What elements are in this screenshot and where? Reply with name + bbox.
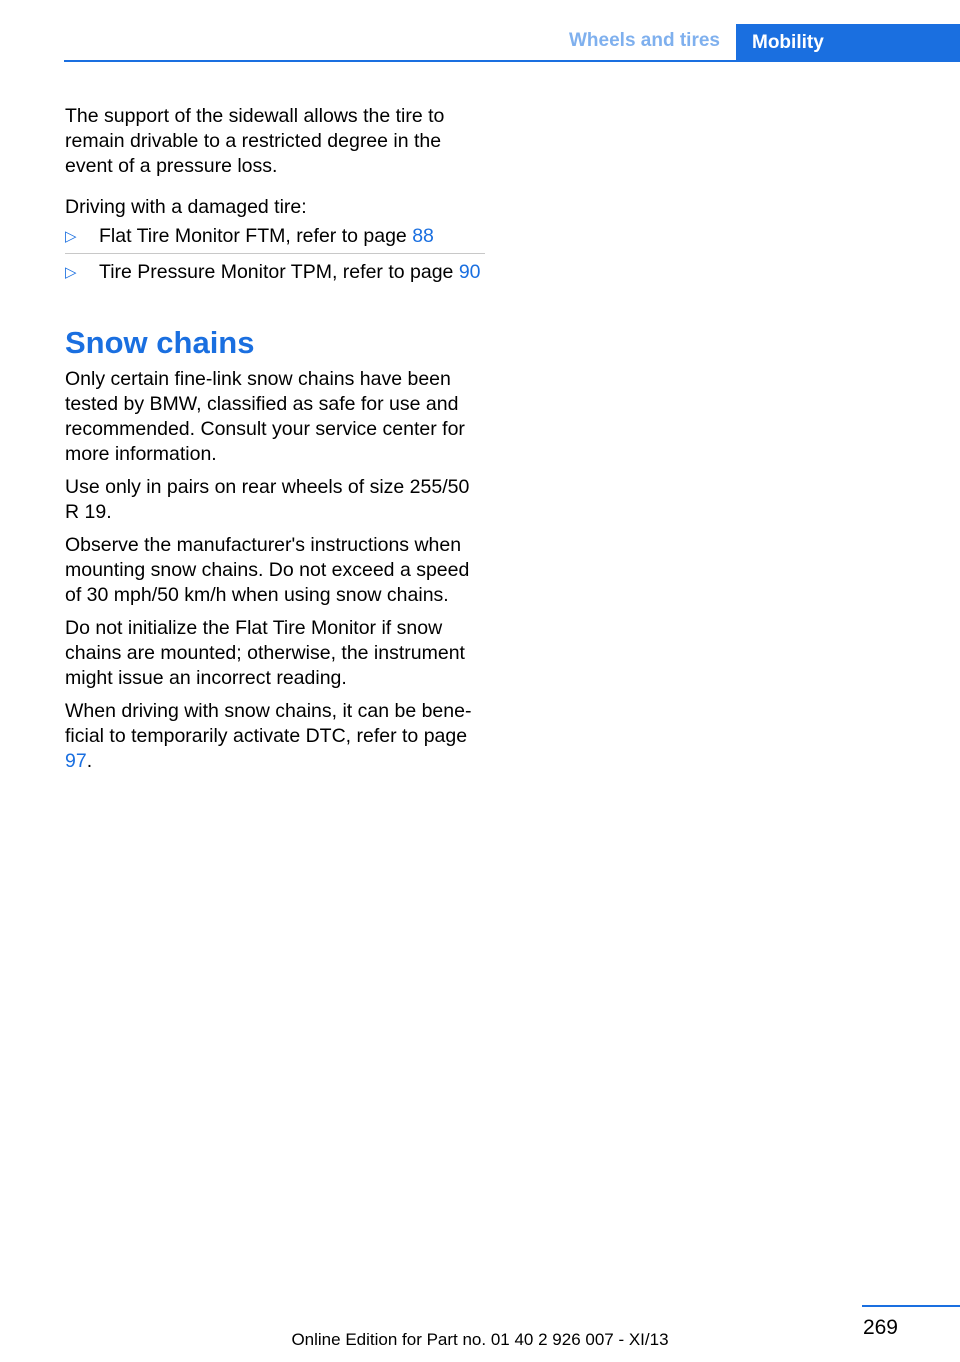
paragraph-tested-chains: Only certain fine-link snow chains have been tested by BMW, classified as safe for use and recommended. Consult your service center for more information. — [65, 368, 465, 465]
paragraph-speed: Observe the manufacturer's instructions when mounting snow chains. Do not exceed a speed of 30 mph/50 km/h when using snow chains. — [65, 534, 470, 606]
triangle-bullet-icon: ▷ — [65, 228, 77, 245]
damaged-tire-title: Driving with a damaged tire: — [65, 196, 307, 218]
list-item-ftm — [65, 224, 485, 249]
page-number: 269 — [862, 1316, 898, 1339]
page-ref-link[interactable]: 97 — [65, 750, 87, 772]
section-title-snow-chains: Snow chains — [65, 325, 255, 360]
list-divider — [65, 253, 485, 254]
paragraph-size: Use only in pairs on rear wheels of size 255/50 R 19. — [65, 476, 470, 523]
header-chapter-tab: Mobility — [736, 24, 960, 62]
dtc-text: When driving with snow chains, it can be bene‐ficial to temporarily activate DTC, refer to page — [65, 700, 472, 747]
list-item-text: Flat Tire Monitor FTM, refer to page — [99, 225, 413, 247]
page-ref-link[interactable]: 88 — [412, 225, 434, 247]
paragraph-dtc — [65, 699, 485, 774]
footer-rule — [862, 1305, 960, 1307]
triangle-bullet-icon: ▷ — [65, 264, 77, 281]
dtc-end: . — [86, 750, 93, 772]
paragraph-ftm-warning: Do not initialize the Flat Tire Monitor if snow chains are mounted; otherwise, the instrument might issue an incorrect reading. — [65, 617, 465, 689]
header-section-title: Wheels and tires — [569, 30, 720, 51]
footer-edition: Online Edition for Part no. 01 40 2 926 007 - XI/13 — [291, 1330, 669, 1349]
intro-paragraph: The support of the sidewall allows the tire to remain drivable to a restricted degree in the event of a pressure loss. — [65, 105, 445, 177]
list-item-tpm — [65, 260, 485, 285]
page-content — [65, 104, 485, 782]
page-ref-link[interactable]: 90 — [458, 261, 481, 283]
list-item-text: Tire Pressure Monitor TPM, refer to page — [99, 261, 459, 283]
